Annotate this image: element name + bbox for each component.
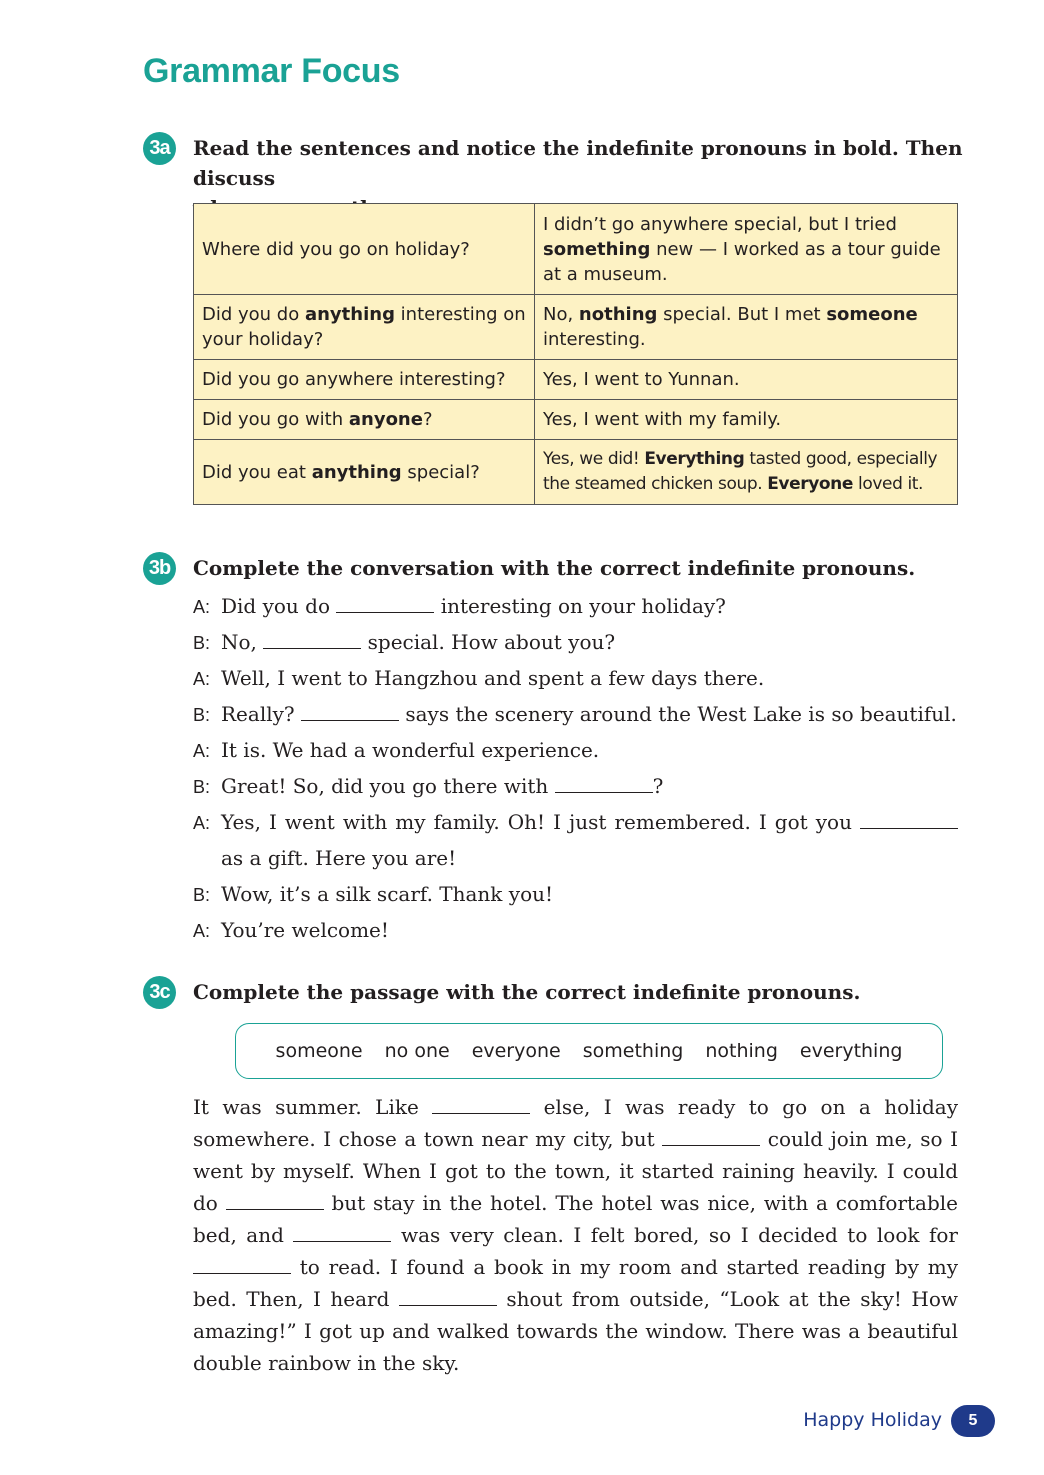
- text-run: No,: [543, 304, 579, 325]
- table-row: [194, 440, 958, 505]
- word-bank: [235, 1023, 943, 1079]
- word-bank-item: everything: [799, 1040, 903, 1062]
- text-run: Yes, I went to Yunnan.: [543, 369, 740, 390]
- text-run: Well, I went to Hangzhou and spent a few days there.: [221, 666, 765, 690]
- indefinite-pronoun: something: [543, 238, 651, 260]
- question-cell: [194, 204, 535, 295]
- dialogue-text: [221, 804, 958, 876]
- section-badge-3c: 3c: [143, 976, 176, 1009]
- text-run: new — I worked as a tour guide at a museum.: [543, 238, 941, 285]
- speaker-label: A:: [193, 813, 211, 833]
- table-row: [194, 204, 958, 295]
- dialogue-line: [193, 629, 615, 656]
- text-run: Yes, I went with my family.: [543, 409, 782, 430]
- speaker-label: A:: [193, 921, 211, 941]
- word-bank-item: no one: [384, 1040, 450, 1062]
- text-run: but stay in the hotel. The hotel was nice, with a comfortable bed, and: [193, 1191, 958, 1247]
- text-run: ?: [422, 409, 433, 430]
- speaker-label: A:: [193, 597, 211, 617]
- indefinite-pronoun: nothing: [578, 304, 658, 325]
- page-title: Grammar Focus: [143, 52, 400, 90]
- question-cell: [194, 295, 535, 360]
- table-row: [194, 360, 958, 400]
- text-run: to read. I found a book in my room and started reading by my bed. Then, I heard: [193, 1255, 958, 1311]
- answer-cell: [535, 400, 958, 440]
- answer-blank[interactable]: [432, 1095, 530, 1114]
- dialogue-line: [193, 881, 553, 908]
- speaker-label: B:: [193, 885, 211, 905]
- text-run: ?: [652, 774, 664, 798]
- dialogue-text: [221, 702, 957, 726]
- text-run: tasted good, especially the steamed chicken soup.: [543, 449, 938, 494]
- answer-cell: [535, 204, 958, 295]
- instruction-3a-line1: Read the sentences and notice the indefinite pronouns in bold. Then discuss: [193, 136, 963, 190]
- answer-blank[interactable]: [860, 810, 958, 829]
- word-bank-item: nothing: [705, 1040, 778, 1062]
- text-run: Did you do: [221, 594, 337, 618]
- question-cell: [194, 360, 535, 400]
- page-number: 5: [951, 1405, 995, 1437]
- text-run: Great! So, did you go there with: [221, 774, 555, 798]
- text-run: Did you eat: [202, 461, 312, 483]
- dialogue-line: [193, 701, 957, 728]
- answer-blank[interactable]: [399, 1287, 497, 1306]
- dialogue-line: [193, 773, 663, 800]
- speaker-label: A:: [193, 741, 211, 761]
- text-run: interesting.: [543, 329, 646, 350]
- text-run: Wow, it’s a silk scarf. Thank you!: [221, 882, 554, 906]
- text-run: special. But I met: [657, 304, 827, 325]
- text-run: Really?: [221, 702, 301, 726]
- example-table: [193, 203, 958, 505]
- text-run: It is. We had a wonderful experience.: [221, 738, 600, 762]
- text-run: interesting on your holiday?: [434, 594, 726, 618]
- unit-name: Happy Holiday: [803, 1409, 942, 1431]
- table-row: [194, 295, 958, 360]
- text-run: You’re welcome!: [221, 918, 389, 942]
- indefinite-pronoun: anything: [311, 461, 402, 483]
- dialogue-line: [193, 917, 389, 944]
- indefinite-pronoun: anything: [304, 304, 395, 325]
- answer-cell: [535, 360, 958, 400]
- dialogue-text: [221, 882, 553, 906]
- text-run: special?: [401, 461, 480, 483]
- text-run: I didn’t go anywhere special, but I tried: [543, 213, 897, 235]
- indefinite-pronoun: Everyone: [767, 474, 854, 494]
- speaker-label: B:: [193, 777, 211, 797]
- indefinite-pronoun: Everything: [644, 449, 745, 469]
- dialogue-text: [221, 774, 663, 798]
- text-run: No,: [221, 630, 264, 654]
- dialogue-line: [193, 665, 764, 692]
- section-badge-3a: 3a: [143, 132, 176, 165]
- text-run: loved it.: [853, 474, 924, 494]
- speaker-label: B:: [193, 705, 211, 725]
- passage: [193, 1091, 958, 1379]
- answer-blank[interactable]: [293, 1223, 391, 1242]
- question-cell: [194, 400, 535, 440]
- text-run: Did you go anywhere interesting?: [202, 369, 506, 390]
- answer-cell: [535, 440, 958, 505]
- answer-cell: [535, 295, 958, 360]
- answer-blank[interactable]: [662, 1127, 760, 1146]
- answer-blank[interactable]: [263, 630, 361, 649]
- section-badge-3b: 3b: [143, 552, 176, 585]
- speaker-label: B:: [193, 633, 211, 653]
- question-cell: [194, 440, 535, 505]
- dialogue-text: [221, 594, 726, 618]
- dialogue-text: [221, 630, 615, 654]
- word-bank-item: everyone: [471, 1040, 561, 1062]
- indefinite-pronoun: anyone: [348, 409, 423, 430]
- answer-blank[interactable]: [301, 702, 399, 721]
- text-run: could join me, so I went by myself. When I got to the town, it started raining heavily. I could do: [193, 1127, 958, 1215]
- word-bank-item: something: [582, 1040, 684, 1062]
- text-run: Did you go with: [202, 409, 349, 430]
- answer-blank[interactable]: [555, 774, 653, 793]
- instruction-3b: Complete the conversation with the correct indefinite pronouns.: [193, 556, 916, 580]
- dialogue-line: [193, 593, 726, 620]
- text-run: special. How about you?: [361, 630, 616, 654]
- table-row: [194, 400, 958, 440]
- dialogue-line: [193, 804, 958, 876]
- text-run: as a gift. Here you are!: [221, 846, 457, 870]
- text-run: says the scenery around the West Lake is so beautiful.: [399, 702, 957, 726]
- answer-blank[interactable]: [226, 1191, 324, 1210]
- text-run: was very clean. I felt bored, so I decided to look for: [391, 1223, 958, 1247]
- dialogue-text: [221, 918, 389, 942]
- text-run: else, I was ready to go on a holiday somewhere. I chose a town near my city, but: [193, 1095, 958, 1151]
- instruction-3c: Complete the passage with the correct indefinite pronouns.: [193, 980, 861, 1004]
- answer-blank[interactable]: [336, 594, 434, 613]
- text-run: interesting on your holiday?: [202, 304, 526, 350]
- word-bank-item: someone: [275, 1040, 363, 1062]
- text-run: It was summer. Like: [193, 1095, 433, 1119]
- text-run: Where did you go on holiday?: [202, 238, 470, 260]
- text-run: shout from outside, “Look at the sky! How amazing!” I got up and walked towards the window. There was a beautiful double rainbow in the sky.: [193, 1287, 958, 1375]
- dialogue-text: [221, 666, 764, 690]
- text-run: Did you do: [202, 304, 305, 325]
- dialogue-line: [193, 737, 599, 764]
- indefinite-pronoun: someone: [826, 304, 918, 325]
- text-run: Yes, we did!: [543, 449, 645, 469]
- answer-blank[interactable]: [193, 1255, 291, 1274]
- speaker-label: A:: [193, 669, 211, 689]
- dialogue-text: [221, 738, 599, 762]
- text-run: Yes, I went with my family. Oh! I just remembered. I got you: [221, 810, 860, 834]
